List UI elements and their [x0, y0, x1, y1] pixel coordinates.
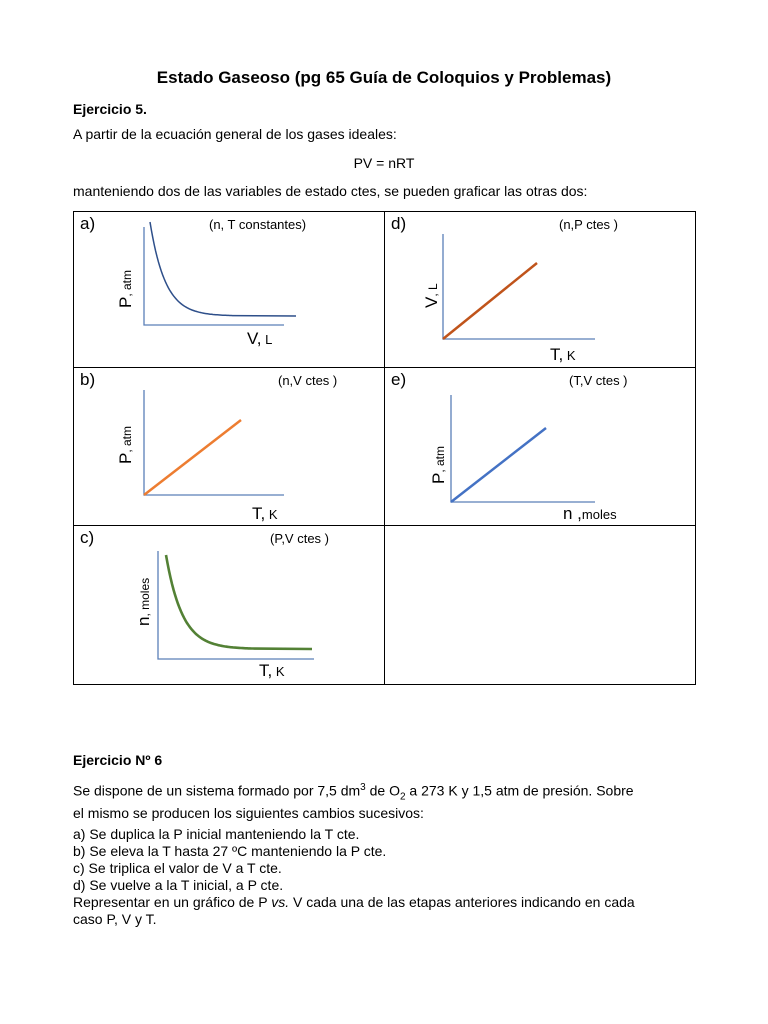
panel-d-line — [443, 263, 537, 339]
panel-e-condition: (T,V ctes ) — [569, 373, 628, 389]
panel-d-condition: (n,P ctes ) — [559, 217, 619, 232]
panel-d-axes — [443, 234, 595, 339]
panel-e-x-var: n , — [563, 504, 582, 524]
panel-c-y-label — [134, 578, 154, 626]
panel-c-condition: (P,V ctes ) — [270, 530, 330, 546]
panel-d-letter: d) — [391, 214, 407, 233]
panel-b-x-var: T, — [252, 504, 266, 524]
panel-e-y-unit: , atm — [433, 446, 447, 473]
panel-c-x-label — [259, 661, 285, 681]
final-instruction-line-2: caso P, V y T. — [73, 911, 157, 927]
panel-d-y-var: V — [422, 296, 441, 308]
panel-a-x-var: V, — [247, 329, 262, 348]
dm3-superscript: 3 — [360, 782, 366, 793]
panel-b-x-label — [252, 504, 278, 524]
panel-e-line — [451, 428, 546, 502]
panel-d — [385, 212, 696, 368]
panel-a-y-unit: , atm — [120, 269, 134, 297]
panel-c-x-unit: K — [272, 663, 285, 679]
panel-a-x-unit: L — [261, 332, 273, 347]
panel-c-y-var: n — [134, 616, 153, 626]
panel-e-x-unit: moles — [581, 507, 617, 523]
panel-a-y-var: P — [116, 296, 135, 308]
final-instruction — [73, 894, 635, 911]
final-part-2: V cada una de las etapas anteriores indicando en cada — [289, 894, 635, 910]
panel-c — [74, 525, 385, 684]
panel-d-y-unit: , L — [426, 283, 440, 297]
exercise-5-intro: A partir de la ecuación general de los gases ideales: — [73, 126, 397, 142]
panel-a-y-label — [116, 270, 136, 308]
step-c: c) Se triplica el valor de V a T cte. — [73, 860, 282, 876]
panel-a-axes — [144, 227, 284, 325]
panel-a-letter: a) — [80, 214, 96, 233]
o2-subscript: 2 — [399, 791, 406, 803]
panel-c-x-var: T, — [259, 660, 273, 680]
panel-b-x-unit: K — [265, 507, 278, 523]
panel-empty — [385, 525, 696, 684]
panel-d-x-unit: K — [563, 348, 576, 363]
panel-e — [385, 368, 696, 525]
panel-c-axes — [158, 551, 314, 659]
panel-b — [74, 368, 385, 525]
step-a: a) Se duplica la P inicial manteniendo la T cte. — [73, 826, 360, 842]
panel-e-y-var: P — [429, 472, 448, 485]
panel-a-x-label — [247, 329, 272, 349]
page-title: Estado Gaseoso (pg 65 Guía de Coloquios y Problemas) — [156, 68, 612, 87]
panel-b-y-unit: , atm — [120, 426, 134, 453]
panel-e-letter: e) — [391, 370, 407, 390]
panel-d-x-label — [550, 345, 576, 365]
panel-a-curve — [150, 222, 296, 316]
final-vs: vs. — [271, 894, 290, 910]
panel-b-y-var: P — [116, 452, 135, 465]
panel-b-condition: (n,V ctes ) — [278, 373, 338, 389]
exercise-5-heading: Ejercicio 5. — [73, 101, 147, 117]
panel-b-line — [144, 420, 241, 495]
exercise-6-statement — [73, 779, 713, 822]
exercise-6-heading: Ejercicio Nº 6 — [73, 752, 163, 768]
panel-e-y-label — [429, 446, 449, 484]
statement-line-2: el mismo se producen los siguientes cambios sucesivos: — [73, 805, 424, 822]
panel-c-letter: c) — [80, 527, 95, 547]
exercise-5-note: manteniendo dos de las variables de estado ctes, se pueden graficar las otras dos: — [73, 183, 588, 199]
panel-a-condition: (n, T constantes) — [209, 217, 307, 232]
panel-d-x-var: T, — [550, 345, 564, 364]
panel-a — [74, 212, 385, 368]
step-b: b) Se eleva la T hasta 27 ºC manteniendo la P cte. — [73, 843, 387, 859]
step-d: d) Se vuelve a la T inicial, a P cte. — [73, 877, 284, 893]
panel-c-y-unit: , moles — [138, 577, 152, 617]
panel-b-letter: b) — [80, 370, 96, 390]
panel-c-plot — [74, 526, 385, 682]
panel-e-x-label — [563, 504, 617, 524]
panel-b-y-label — [116, 426, 136, 464]
graphs-table — [73, 211, 696, 685]
final-part-1: Representar en un gráfico de P — [73, 894, 272, 910]
ideal-gas-equation: PV = nRT — [353, 155, 415, 171]
exercise-6-steps — [73, 826, 635, 928]
panel-d-y-label — [422, 283, 442, 308]
statement-part-2: de O — [365, 782, 400, 799]
statement-part-1: Se dispone de un sistema formado por 7,5 dm — [73, 782, 361, 799]
statement-part-3: a 273 K y 1,5 atm de presión. Sobre — [405, 782, 634, 799]
panel-c-curve — [166, 555, 312, 649]
